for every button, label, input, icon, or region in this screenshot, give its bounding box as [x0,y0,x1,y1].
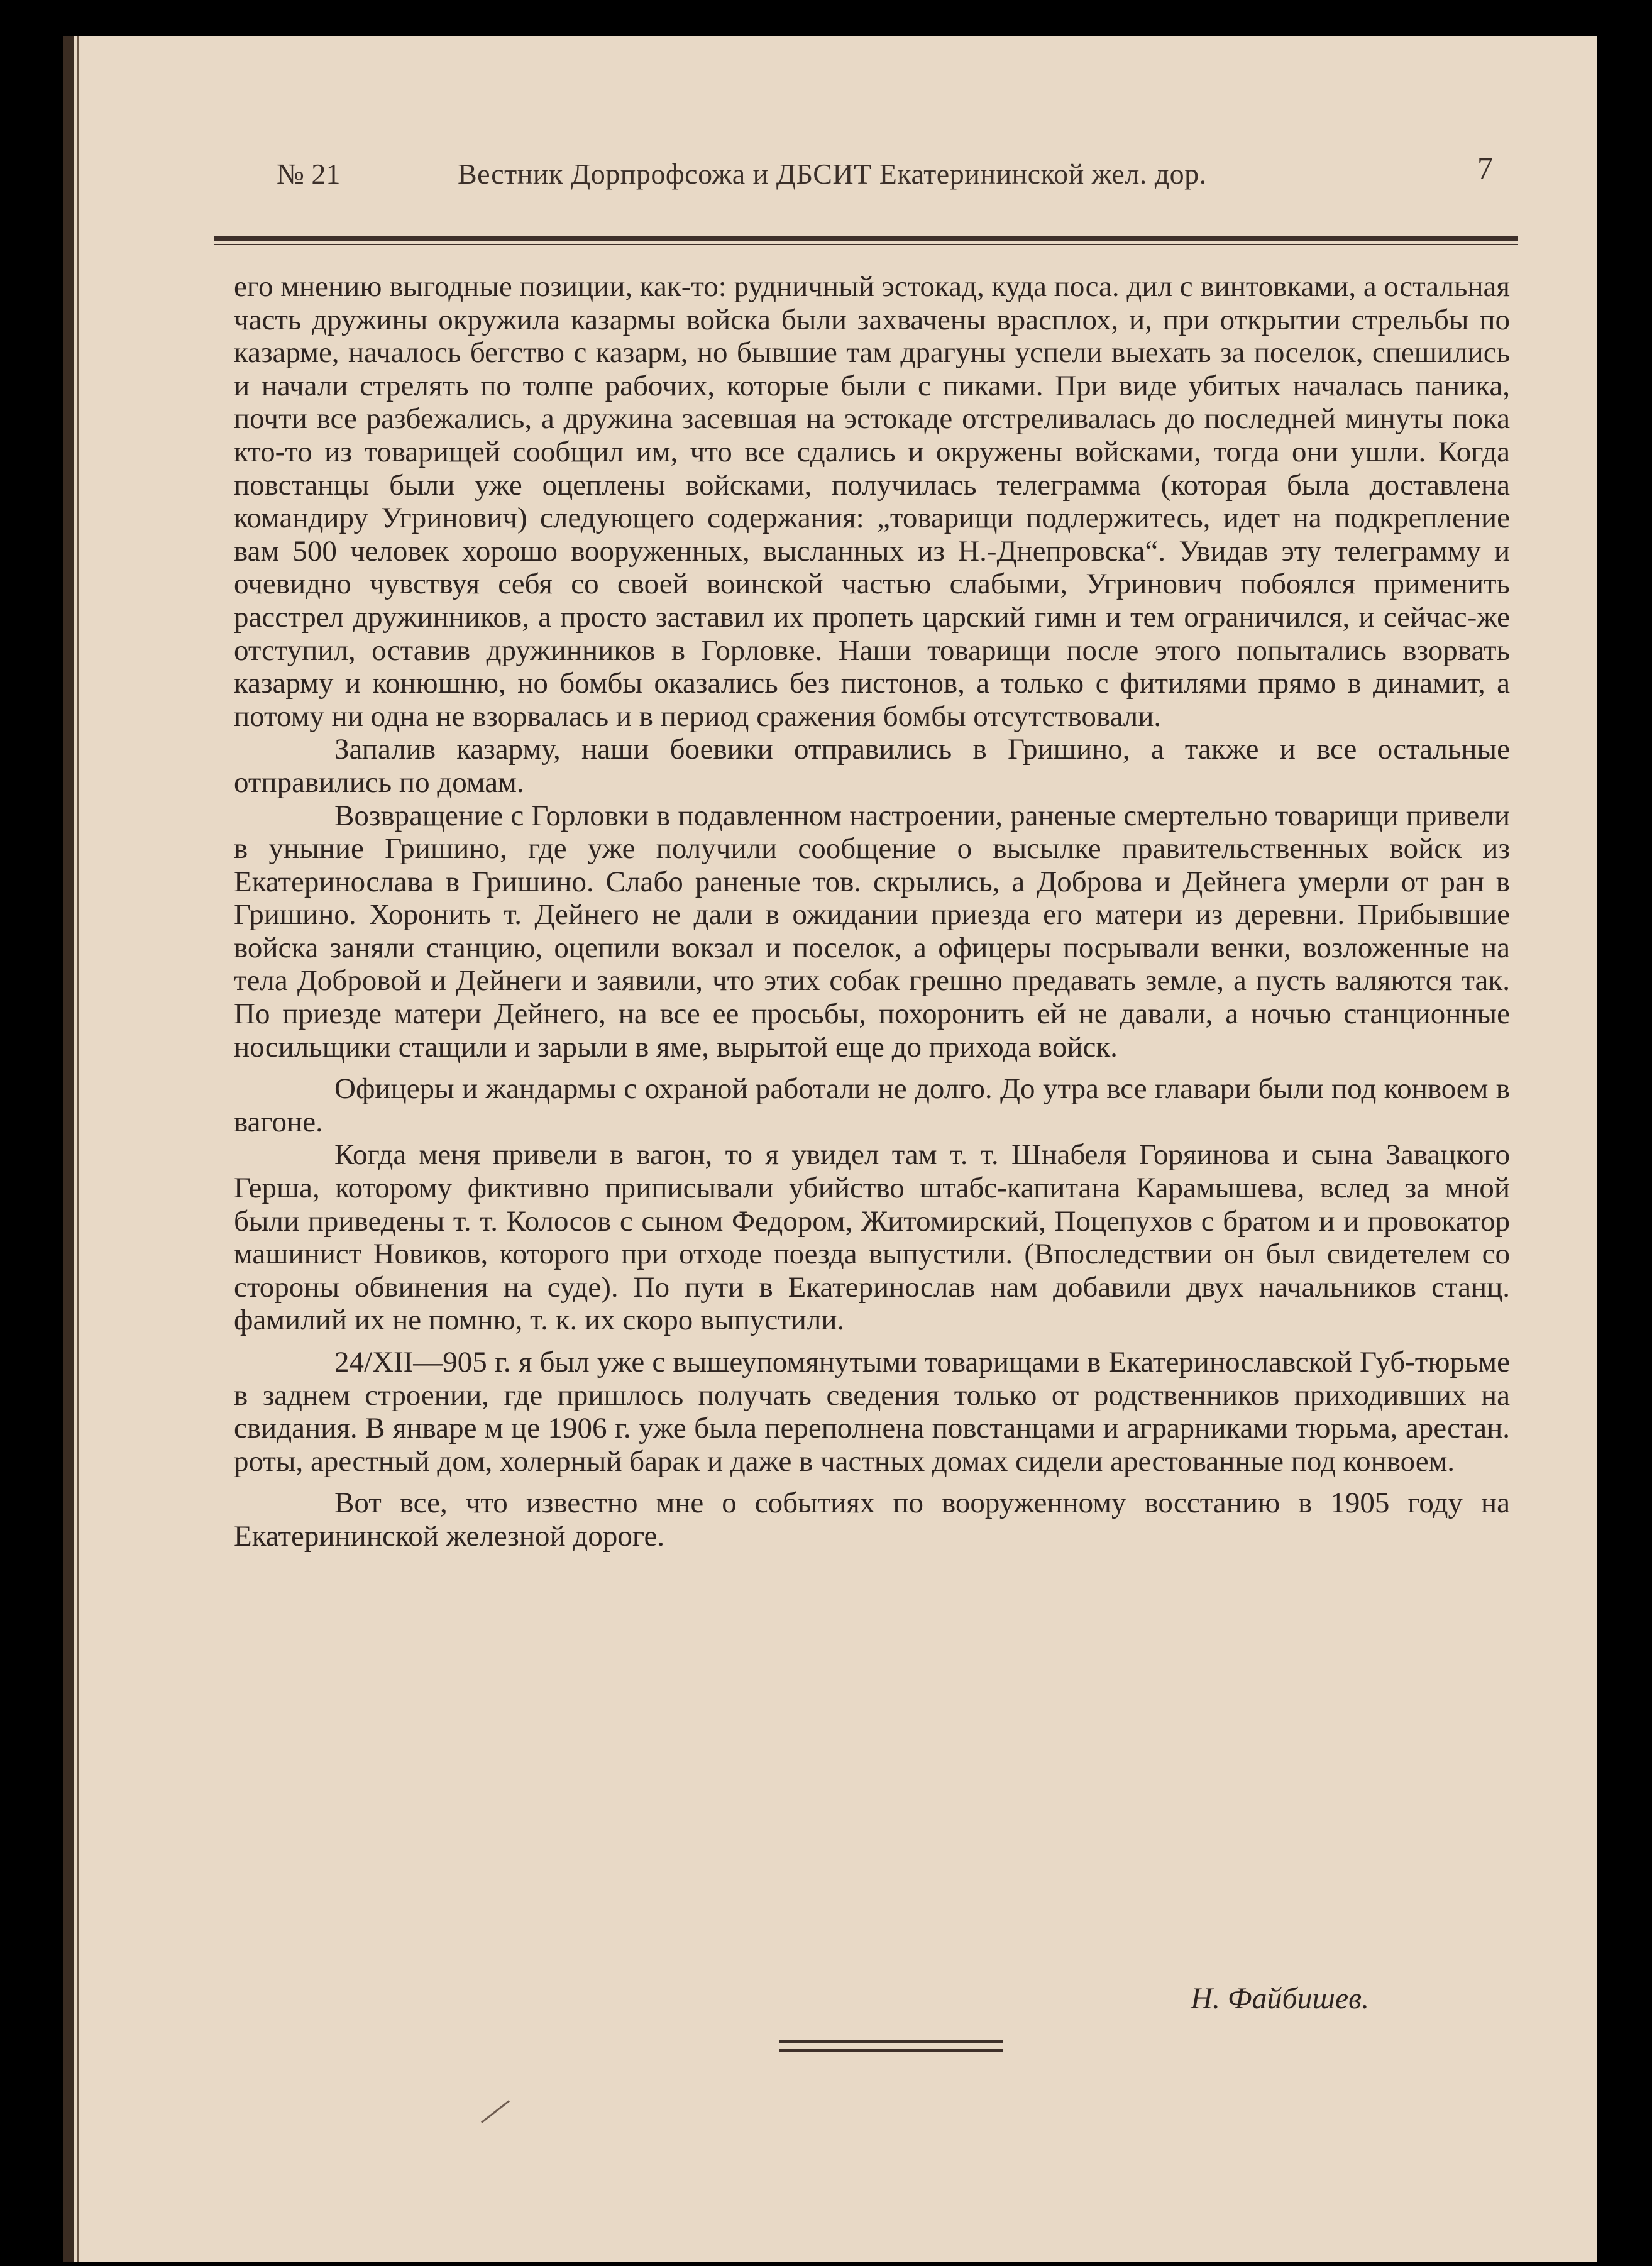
paragraph-5: Когда меня привели в вагон, то я увидел там т. т. Шнабеля Горяинова и сына Завацкого Герша, которому фиктивно приписывали убийство штабс-капитана Карамышева, вслед за мной были приведены т. т. Колосов с сыном Федором, Житомирский, Поцепухов с братом и и провокатор машинист Новиков, которого при отходе поезда выпустили. (Впоследствии он был свидетелем со стороны обвинения на суде). По пути в Екатеринослав нам добавили двух начальников станц. фамилий их не помню, т. к. их скоро выпустили. [234,1138,1510,1337]
document-page [63,36,1597,2262]
end-rule-top [779,2040,1003,2043]
issue-number: № 21 [277,158,341,190]
running-header [214,150,1518,207]
binding-gutter [63,36,74,2262]
header-rule-thin [214,244,1518,245]
paragraph-1: его мнению выгодные позиции, как-то: рудничный эстокад, куда поса. дил с винтовками, а остальная часть дружины окружила казармы войска были захвачены врасплох, и, при открытии стрельбы по казарме, началось бегство с казарм, но бывшие там драгуны успели выехать за поселок, спешились и начали стрелять по толпе рабочих, которые были с пиками. При виде убитых началась паника, почти все разбежались, а дружина засевшая на эстокаде отстреливалась до последней минуты пока кто-то из товарищей сообщил им, что все сдались и окружены войсками, тогда они ушли. Когда повстанцы были уже оцеплены войсками, получилась телеграмма (которая была доставлена командиру Угринович) следующего содержания: „товарищи подлержитесь, идет на подкрепление вам 500 человек хорошо вооруженных, высланных из Н.-Днепровска“. Увидав эту телеграмму и очевидно чувствуя себя со своей воинской частью слабыми, Угринович побоялся применить расстрел дружинников, а просто заставил их пропеть царский гимн и тем ограничился, и сейчас-же отступил, оставив дружинников в Горловке. Наши товарищи после этого попытались взорвать казарму и конюшню, но бомбы оказались без пистонов, а только с фитилями прямо в динамит, а потому ни одна не взорвалась и в период сражения бомбы отсутствовали. [234,270,1510,733]
header-rule-thick [214,236,1518,241]
paragraph-6: 24/XII—905 г. я был уже с вышеупомянутыми товарищами в Екатеринославской Губ-тюрьме в заднем строении, где пришлось получать сведения только от родственников приходивших на свидания. В январе м це 1906 г. уже была переполнена повстанцами и аграрниками тюрьма, арестан. роты, арестный дом, холерный барак и даже в частных домах сидели арестованные под конвоем. [234,1346,1510,1478]
paragraph-3: Возвращение с Горловки в подавленном настроении, раненые смертельно товарищи привели в уныние Гришино, где уже получили сообщение о высылке правительственных войск из Екатеринослава в Гришино. Слабо раненые тов. скрылись, а Доброва и Дейнега умерли от ран в Гришино. Хоронить т. Дейнего не дали в ожидании приезда его матери из деревни. Прибывшие войска заняли станцию, оцепили вокзал и поселок, а офицеры посрывали венки, возложенные на тела Добровой и Дейнеги и заявили, что этих собак грешно предавать земле, а пусть валяются так. По приезде матери Дейнего, на все ее просьбы, похоронить ей не давали, а ночью станционные носильщики стащили и зарыли в яме, вырытой еще до прихода войск. [234,799,1510,1064]
journal-title: Вестник Дорпрофсожа и ДБСИТ Екатерининской жел. дор. [458,158,1207,190]
binding-edge [77,36,79,2262]
paragraph-4: Офицеры и жандармы с охраной работали не долго. До утра все главари были под конвоем в вагоне. [234,1072,1510,1138]
signature: Н. Файбишев. [1191,1982,1369,2015]
end-rule-bottom [779,2049,1003,2052]
paragraph-7: Вот все, что известно мне о событиях по вооруженному восстанию в 1905 году на Екатерининской железной дороге. [234,1487,1510,1553]
article-body [234,270,1510,1553]
paragraph-2: Запалив казарму, наши боевики отправились в Гришино, а также и все остальные отправились по домам. [234,733,1510,799]
page-number: 7 [1477,150,1493,185]
pencil-mark [481,2100,510,2123]
